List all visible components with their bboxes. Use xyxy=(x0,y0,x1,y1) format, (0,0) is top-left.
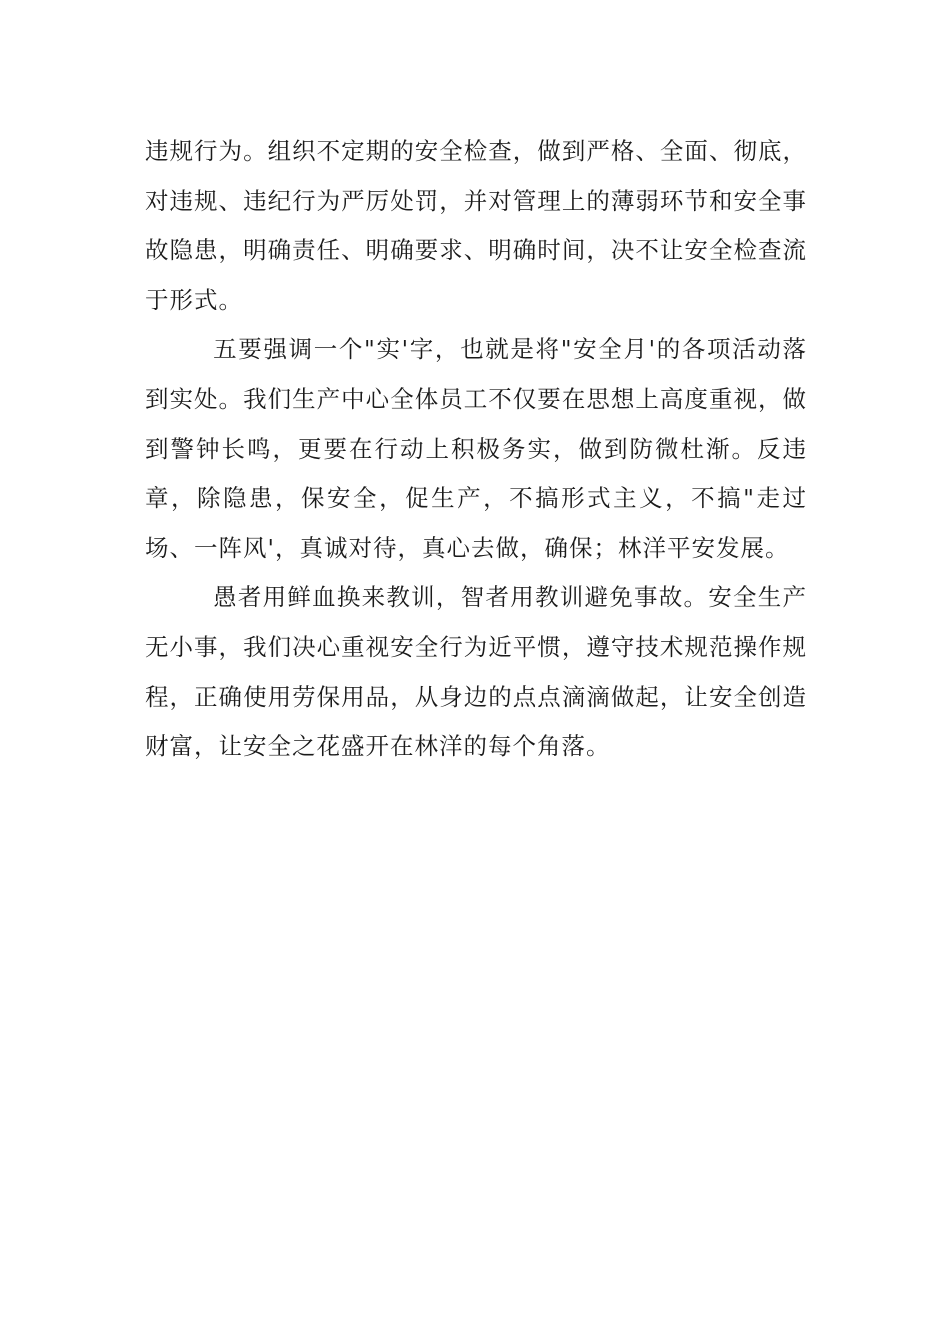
paragraph-1: 违规行为。组织不定期的安全检查，做到严格、全面、彻底，对违规、违纪行为严厉处罚，并对管理上的薄弱环节和安全事故隐患，明确责任、明确要求、明确时间，决不让安全检查流于形式。 xyxy=(145,137,807,314)
document-body xyxy=(145,127,807,772)
paragraph-2: 五要强调一个"实'字，也就是将"安全月'的各项活动落到实处。我们生产中心全体员工不仅要在思想上高度重视，做到警钟长鸣，更要在行动上积极务实，做到防微杜渐。反违章，除隐患，保安全，促生产，不搞形式主义，不搞"走过场、一阵风'，真诚对待，真心去做，确保；林洋平安发展。 xyxy=(145,335,807,562)
paragraph-3: 愚者用鲜血换来教训，智者用教训避免事故。安全生产无小事，我们决心重视安全行为近平惯，遵守技术规范操作规程，正确使用劳保用品，从身边的点点滴滴做起，让安全创造财富，让安全之花盛开在林洋的每个角落。 xyxy=(145,583,807,761)
